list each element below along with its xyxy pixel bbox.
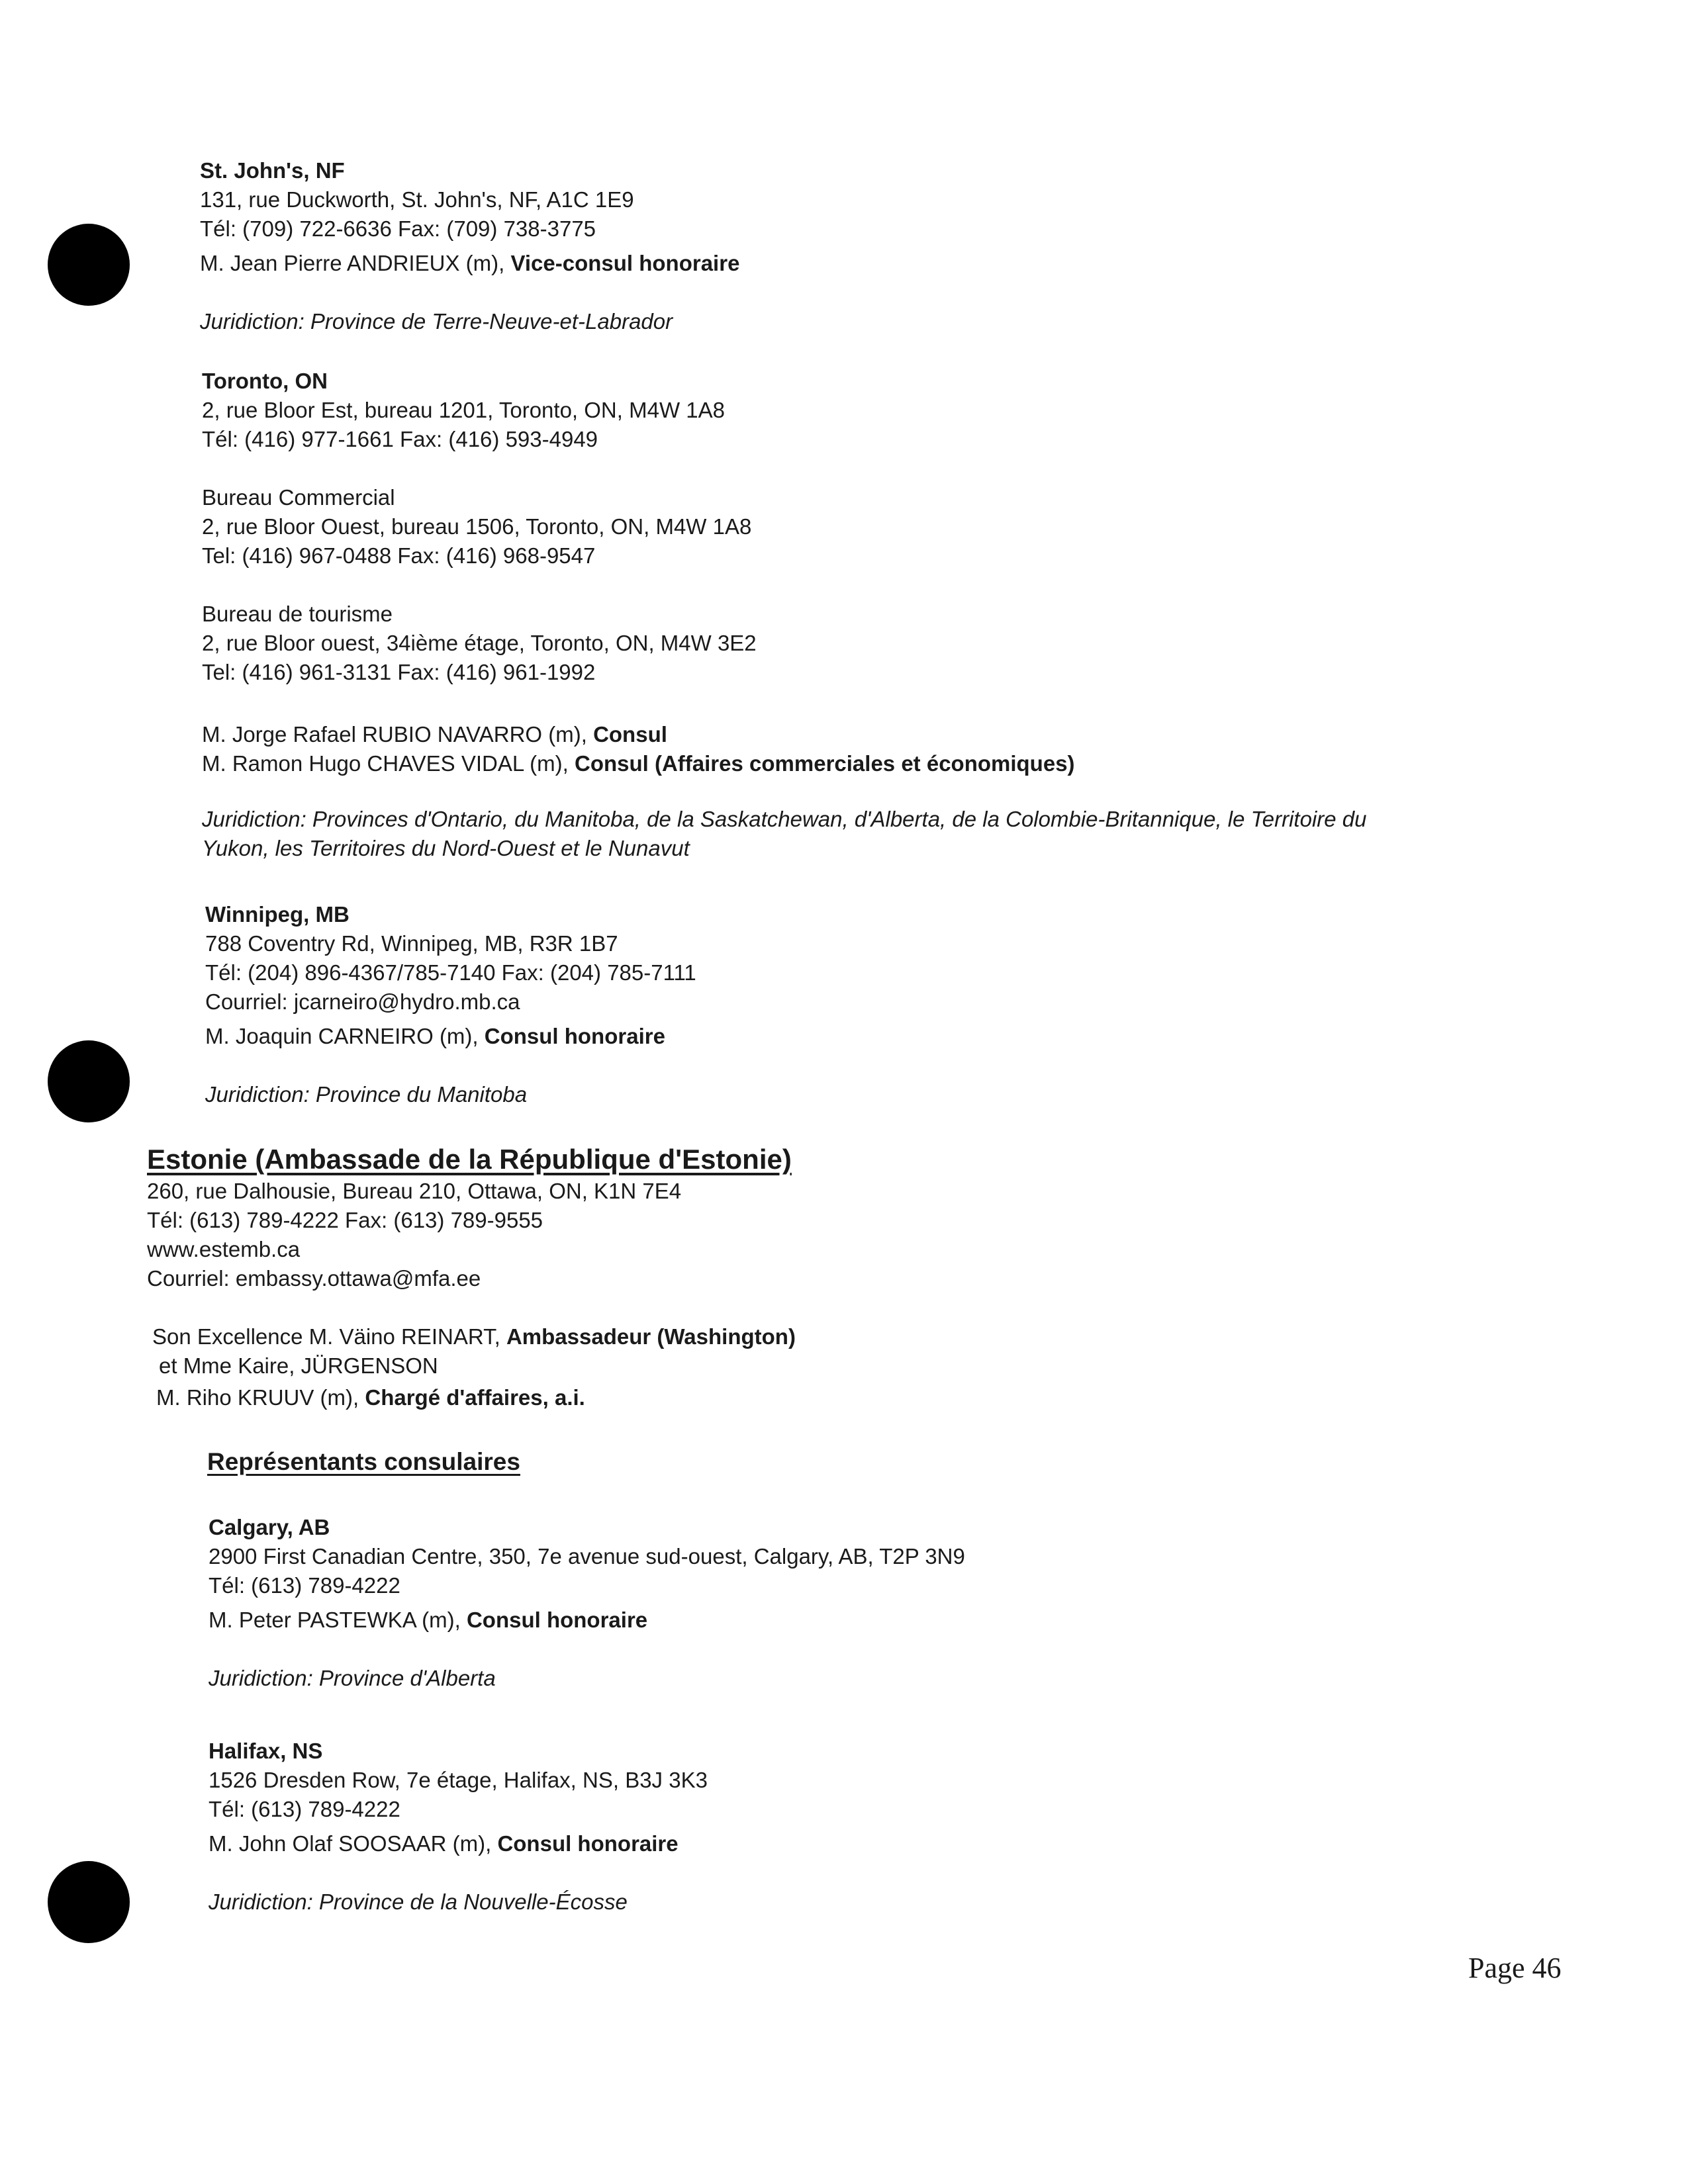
halifax-jur-text: Province de la Nouvelle-Écosse — [318, 1889, 628, 1914]
toronto-jurisdiction — [202, 805, 1367, 834]
halifax-phone: Tél: (613) 789-4222 — [209, 1797, 400, 1821]
toronto-commercial-phone: Tel: (416) 967-0488 Fax: (416) 968-9547 — [202, 543, 596, 568]
toronto-person-2-title: Consul (Affaires commerciales et économiques) — [574, 751, 1075, 776]
winnipeg-jur-label: Juridiction: — [205, 1082, 316, 1107]
estonia-consular-heading-block — [207, 1447, 520, 1477]
stjohns-jur-label: Juridiction: — [200, 309, 310, 334]
halifax-jurisdiction — [209, 1888, 708, 1917]
stjohns-jurisdiction — [200, 307, 739, 336]
estonia-charge-title: Chargé d'affaires, a.i. — [365, 1385, 585, 1410]
calgary-phone: Tél: (613) 789-4222 — [209, 1573, 400, 1598]
toronto-jur-text-2: Yukon, les Territoires du Nord-Ouest et le Nunavut — [202, 836, 690, 860]
calgary-person-title: Consul honoraire — [466, 1608, 648, 1632]
estonia-ambassador-title: Ambassadeur (Washington) — [506, 1324, 796, 1349]
stjohns-heading: St. John's, NF — [200, 158, 345, 183]
calgary-section — [209, 1513, 965, 1693]
stjohns-address: 131, rue Duckworth, St. John's, NF, A1C 1E9 — [200, 187, 634, 212]
stjohns-person-name: M. Jean Pierre ANDRIEUX (m), — [200, 251, 511, 275]
estonia-address: 260, rue Dalhousie, Bureau 210, Ottawa, ON, K1N 7E4 — [147, 1179, 682, 1203]
stjohns-person-title: Vice-consul honoraire — [510, 251, 740, 275]
toronto-section — [202, 367, 1367, 863]
stjohns-person — [200, 249, 739, 278]
toronto-commercial-address: 2, rue Bloor Ouest, bureau 1506, Toronto, ON, M4W 1A8 — [202, 514, 752, 539]
winnipeg-person — [205, 1022, 696, 1051]
estonia-consular-heading: Représentants consulaires — [207, 1448, 520, 1475]
toronto-person-2-name: M. Ramon Hugo CHAVES VIDAL (m), — [202, 751, 575, 776]
toronto-address: 2, rue Bloor Est, bureau 1201, Toronto, ON, M4W 1A8 — [202, 398, 725, 422]
calgary-person-name: M. Peter PASTEWKA (m), — [209, 1608, 467, 1632]
calgary-jurisdiction — [209, 1664, 965, 1693]
toronto-person-1-name: M. Jorge Rafael RUBIO NAVARRO (m), — [202, 722, 594, 747]
estonia-ambassador — [147, 1322, 796, 1351]
toronto-phone: Tél: (416) 977-1661 Fax: (416) 593-4949 — [202, 427, 598, 451]
halifax-address: 1526 Dresden Row, 7e étage, Halifax, NS, B3J 3K3 — [209, 1768, 708, 1792]
winnipeg-section — [205, 900, 696, 1109]
toronto-person-1 — [202, 720, 1367, 749]
winnipeg-address: 788 Coventry Rd, Winnipeg, MB, R3R 1B7 — [205, 931, 618, 956]
estonia-website: www.estemb.ca — [147, 1237, 301, 1261]
calgary-jur-text: Province d'Alberta — [318, 1666, 496, 1690]
toronto-jur-label: Juridiction: — [202, 807, 312, 831]
stjohns-section — [200, 156, 739, 336]
winnipeg-email: Courriel: jcarneiro@hydro.mb.ca — [205, 989, 520, 1014]
winnipeg-person-name: M. Joaquin CARNEIRO (m), — [205, 1024, 485, 1048]
halifax-person-title: Consul honoraire — [497, 1831, 679, 1856]
punch-hole-bottom — [48, 1861, 130, 1943]
toronto-jur-text-1: Provinces d'Ontario, du Manitoba, de la Saskatchewan, d'Alberta, de la Colombie-Britannique, le Territoire du — [312, 807, 1367, 831]
toronto-heading: Toronto, ON — [202, 369, 328, 393]
calgary-address: 2900 First Canadian Centre, 350, 7e avenue sud-ouest, Calgary, AB, T2P 3N9 — [209, 1544, 965, 1569]
estonia-phone: Tél: (613) 789-4222 Fax: (613) 789-9555 — [147, 1208, 543, 1232]
punch-hole-top — [48, 224, 130, 306]
toronto-tourism-phone: Tel: (416) 961-3131 Fax: (416) 961-1992 — [202, 660, 596, 684]
estonia-charge-name: M. Riho KRUUV (m), — [156, 1385, 365, 1410]
toronto-person-1-title: Consul — [593, 722, 667, 747]
stjohns-phone: Tél: (709) 722-6636 Fax: (709) 738-3775 — [200, 216, 596, 241]
winnipeg-person-title: Consul honoraire — [484, 1024, 665, 1048]
punch-hole-middle — [48, 1040, 130, 1122]
winnipeg-phone: Tél: (204) 896-4367/785-7140 Fax: (204) 785-7111 — [205, 960, 696, 985]
stjohns-jur-text: Province de Terre-Neuve-et-Labrador — [310, 309, 673, 334]
halifax-person — [209, 1829, 708, 1858]
halifax-heading: Halifax, NS — [209, 1739, 323, 1763]
toronto-person-2 — [202, 749, 1367, 778]
halifax-person-name: M. John Olaf SOOSAAR (m), — [209, 1831, 498, 1856]
toronto-commercial-title: Bureau Commercial — [202, 485, 395, 510]
halifax-section — [209, 1737, 708, 1917]
estonia-section — [147, 1142, 796, 1412]
calgary-person — [209, 1606, 965, 1635]
winnipeg-jur-text: Province du Manitoba — [315, 1082, 528, 1107]
page-number: Page 46 — [1468, 1952, 1562, 1984]
estonia-ambassador-name: Son Excellence M. Väino REINART, — [152, 1324, 506, 1349]
winnipeg-heading: Winnipeg, MB — [205, 902, 350, 927]
toronto-tourism-address: 2, rue Bloor ouest, 34ième étage, Toronto, ON, M4W 3E2 — [202, 631, 757, 655]
winnipeg-jurisdiction — [205, 1080, 696, 1109]
halifax-jur-label: Juridiction: — [209, 1889, 319, 1914]
calgary-heading: Calgary, AB — [209, 1515, 330, 1539]
estonia-title: Estonie (Ambassade de la République d'Estonie) — [147, 1144, 792, 1175]
estonia-charge — [147, 1383, 796, 1412]
calgary-jur-label: Juridiction: — [209, 1666, 319, 1690]
estonia-spouse: et Mme Kaire, JÜRGENSON — [159, 1353, 438, 1378]
estonia-email: Courriel: embassy.ottawa@mfa.ee — [147, 1266, 481, 1291]
toronto-tourism-title: Bureau de tourisme — [202, 602, 393, 626]
